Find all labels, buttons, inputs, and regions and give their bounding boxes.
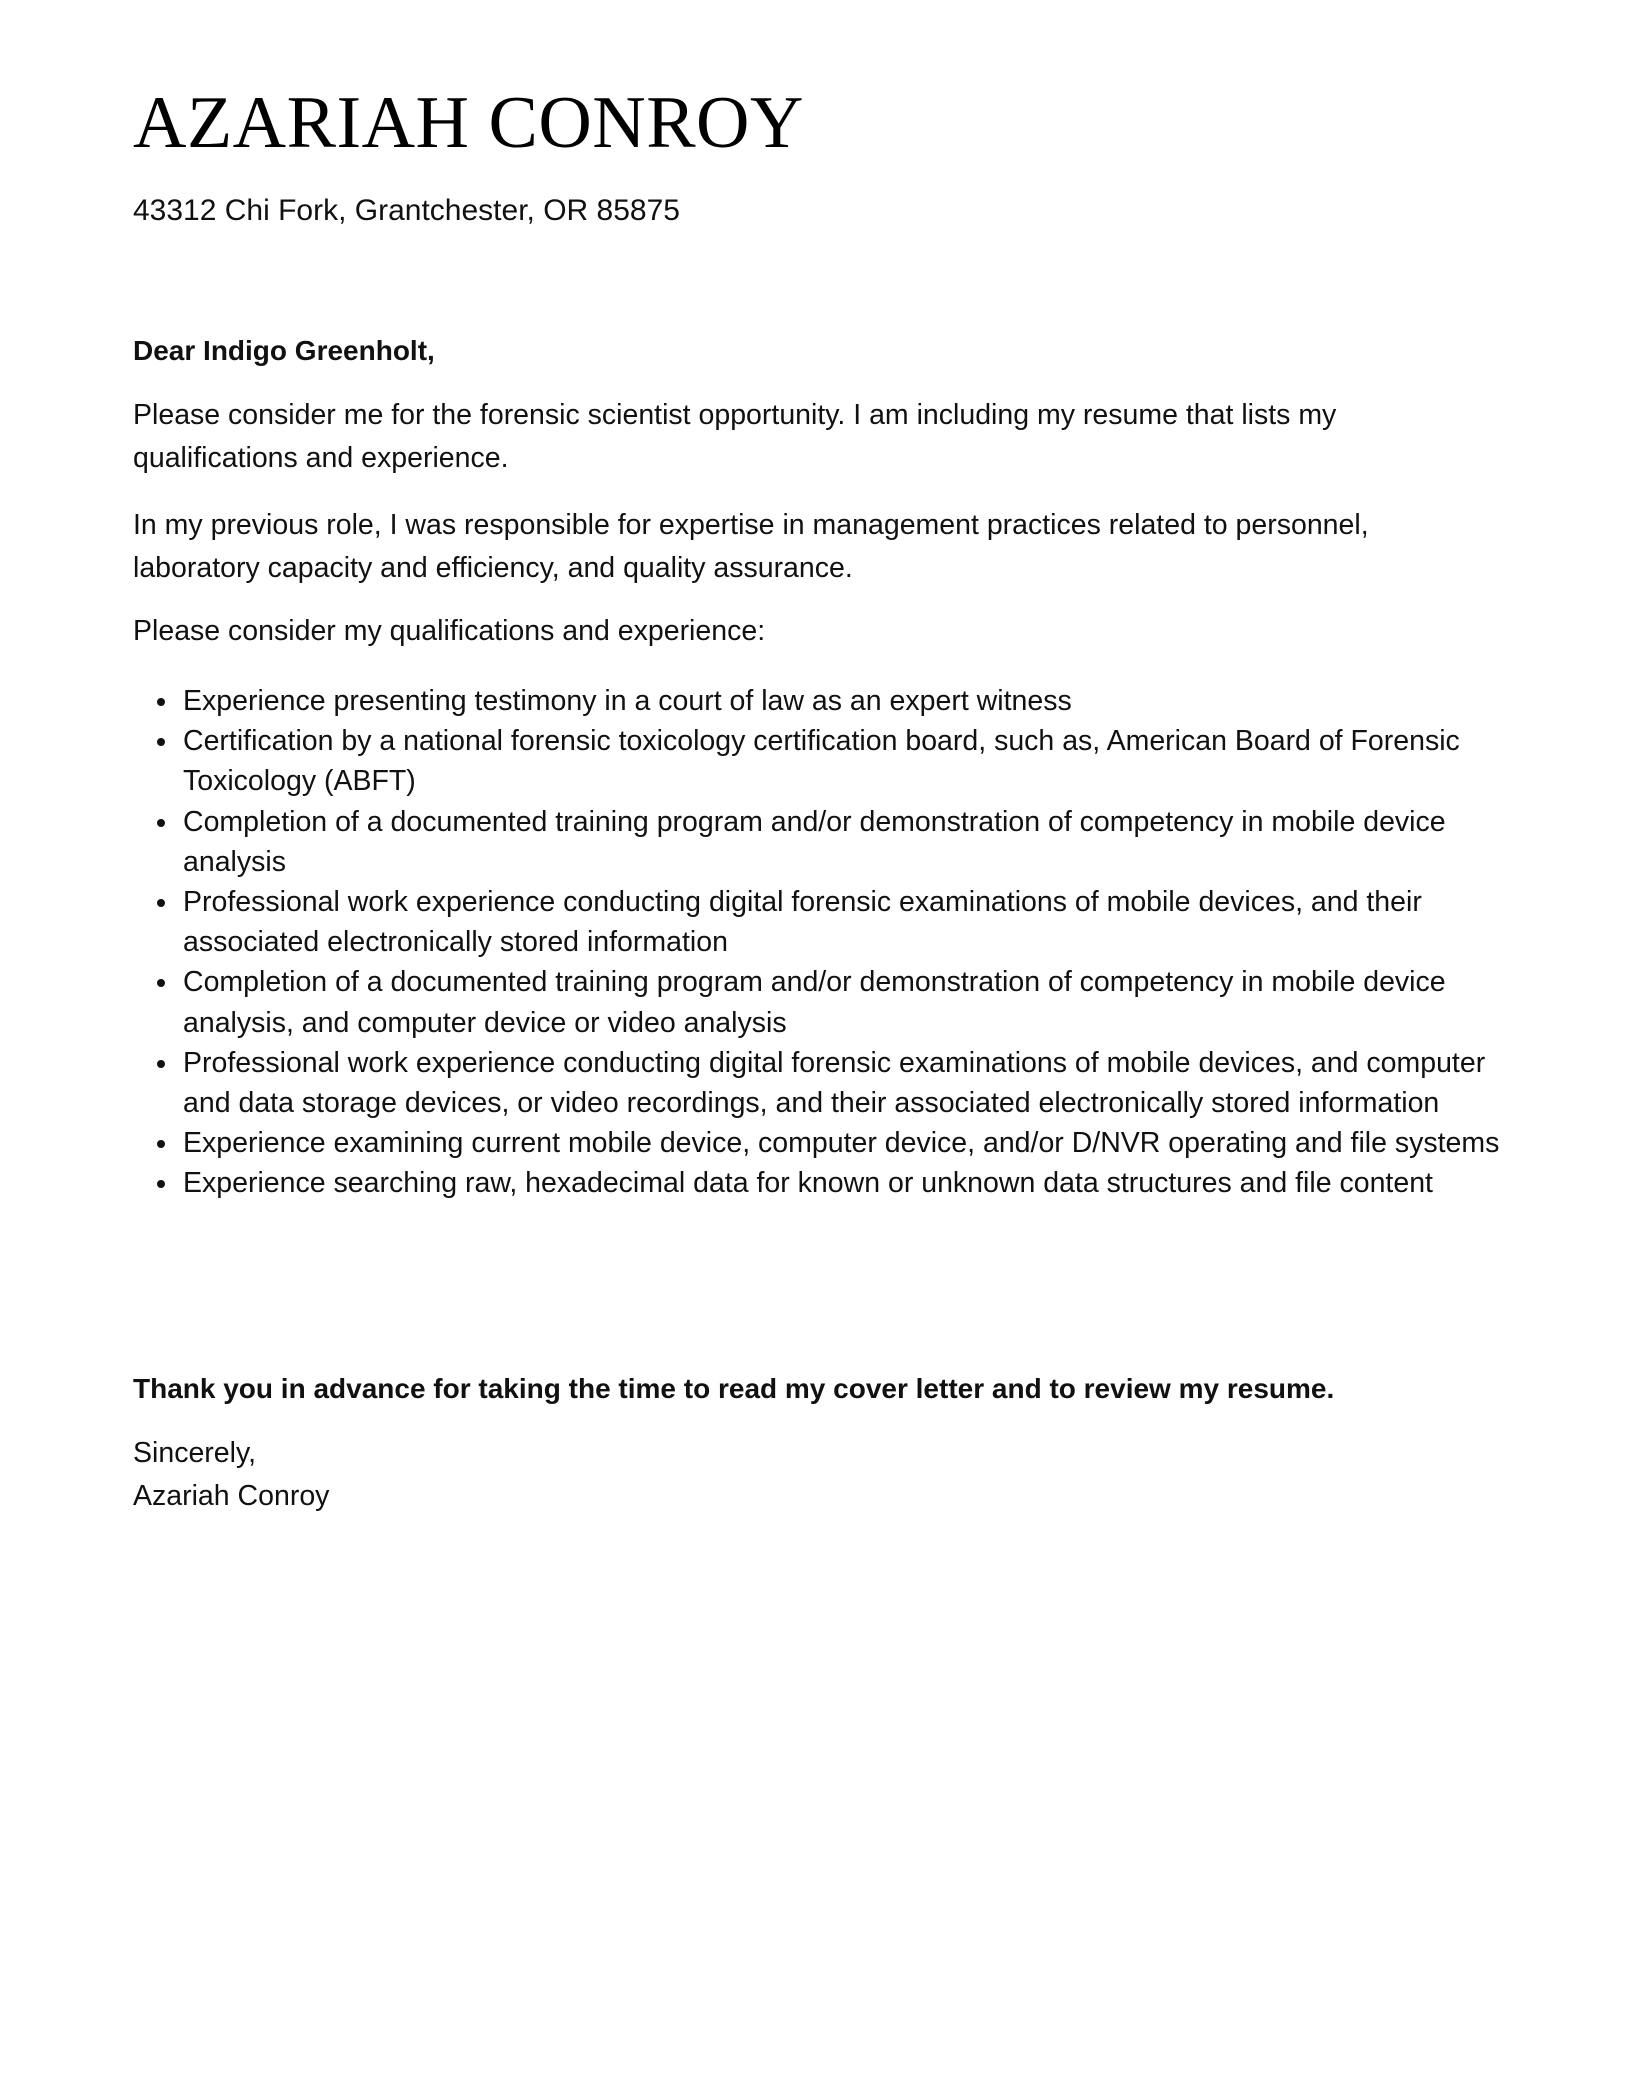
bullet-icon bbox=[157, 738, 165, 746]
list-item-text: Completion of a documented training program and/or demonstration of competency in mobile device analysis bbox=[183, 805, 1446, 878]
bullet-icon bbox=[157, 698, 165, 706]
bullet-icon bbox=[157, 1140, 165, 1148]
list-item bbox=[133, 962, 1503, 1042]
list-item-text: Certification by a national forensic toxicology certification board, such as, American Board of Forensic Toxicology (ABFT) bbox=[183, 725, 1460, 798]
list-item-text: Experience presenting testimony in a court of law as an expert witness bbox=[183, 685, 1072, 717]
sign-off: Sincerely, bbox=[133, 1437, 257, 1469]
list-item-text: Experience examining current mobile device, computer device, and/or D/NVR operating and file systems bbox=[183, 1127, 1500, 1160]
list-item bbox=[133, 882, 1503, 962]
bullet-icon bbox=[157, 1180, 165, 1188]
bullet-icon bbox=[157, 979, 165, 987]
qualifications-lead-in: Please consider my qualifications and experience: bbox=[133, 615, 766, 647]
applicant-name: AZARIAH CONROY bbox=[133, 82, 804, 164]
list-item bbox=[133, 802, 1503, 882]
list-item-text: Completion of a documented training program and/or demonstration of competency in mobile device analysis, and computer device or video analysis bbox=[183, 966, 1446, 1039]
intro-paragraph: Please consider me for the forensic scientist opportunity. I am including my resume that lists my qualifications and experience. bbox=[133, 399, 1337, 474]
thank-you-line: Thank you in advance for taking the time to read my cover letter and to review my resume. bbox=[133, 1373, 1335, 1404]
bullet-icon bbox=[157, 819, 165, 827]
list-item bbox=[133, 721, 1503, 801]
list-item bbox=[133, 1043, 1503, 1123]
list-item bbox=[133, 1123, 1503, 1163]
list-item-text: Professional work experience conducting digital forensic examinations of mobile devices, and their associated electronically stored information bbox=[183, 886, 1422, 959]
closing-block bbox=[133, 1432, 1503, 1518]
list-item-text: Experience searching raw, hexadecimal data for known or unknown data structures and file content bbox=[183, 1167, 1433, 1200]
bullet-icon bbox=[157, 899, 165, 907]
list-item bbox=[133, 681, 1503, 721]
list-item-text: Professional work experience conducting digital forensic examinations of mobile devices, and computer and data storage devices, or video recordings, and their associated electronically stored information bbox=[183, 1046, 1486, 1120]
letter-greeting: Dear Indigo Greenholt, bbox=[133, 335, 435, 366]
signature: Azariah Conroy bbox=[133, 1480, 330, 1512]
applicant-address: 43312 Chi Fork, Grantchester, OR 85875 bbox=[133, 194, 680, 227]
qualifications-list bbox=[133, 681, 1503, 1204]
list-item bbox=[133, 1163, 1503, 1203]
bullet-icon bbox=[157, 1060, 165, 1068]
previous-role-paragraph: In my previous role, I was responsible for expertise in management practices related to personnel, laboratory capacity and efficiency, and quality assurance. bbox=[133, 509, 1369, 584]
